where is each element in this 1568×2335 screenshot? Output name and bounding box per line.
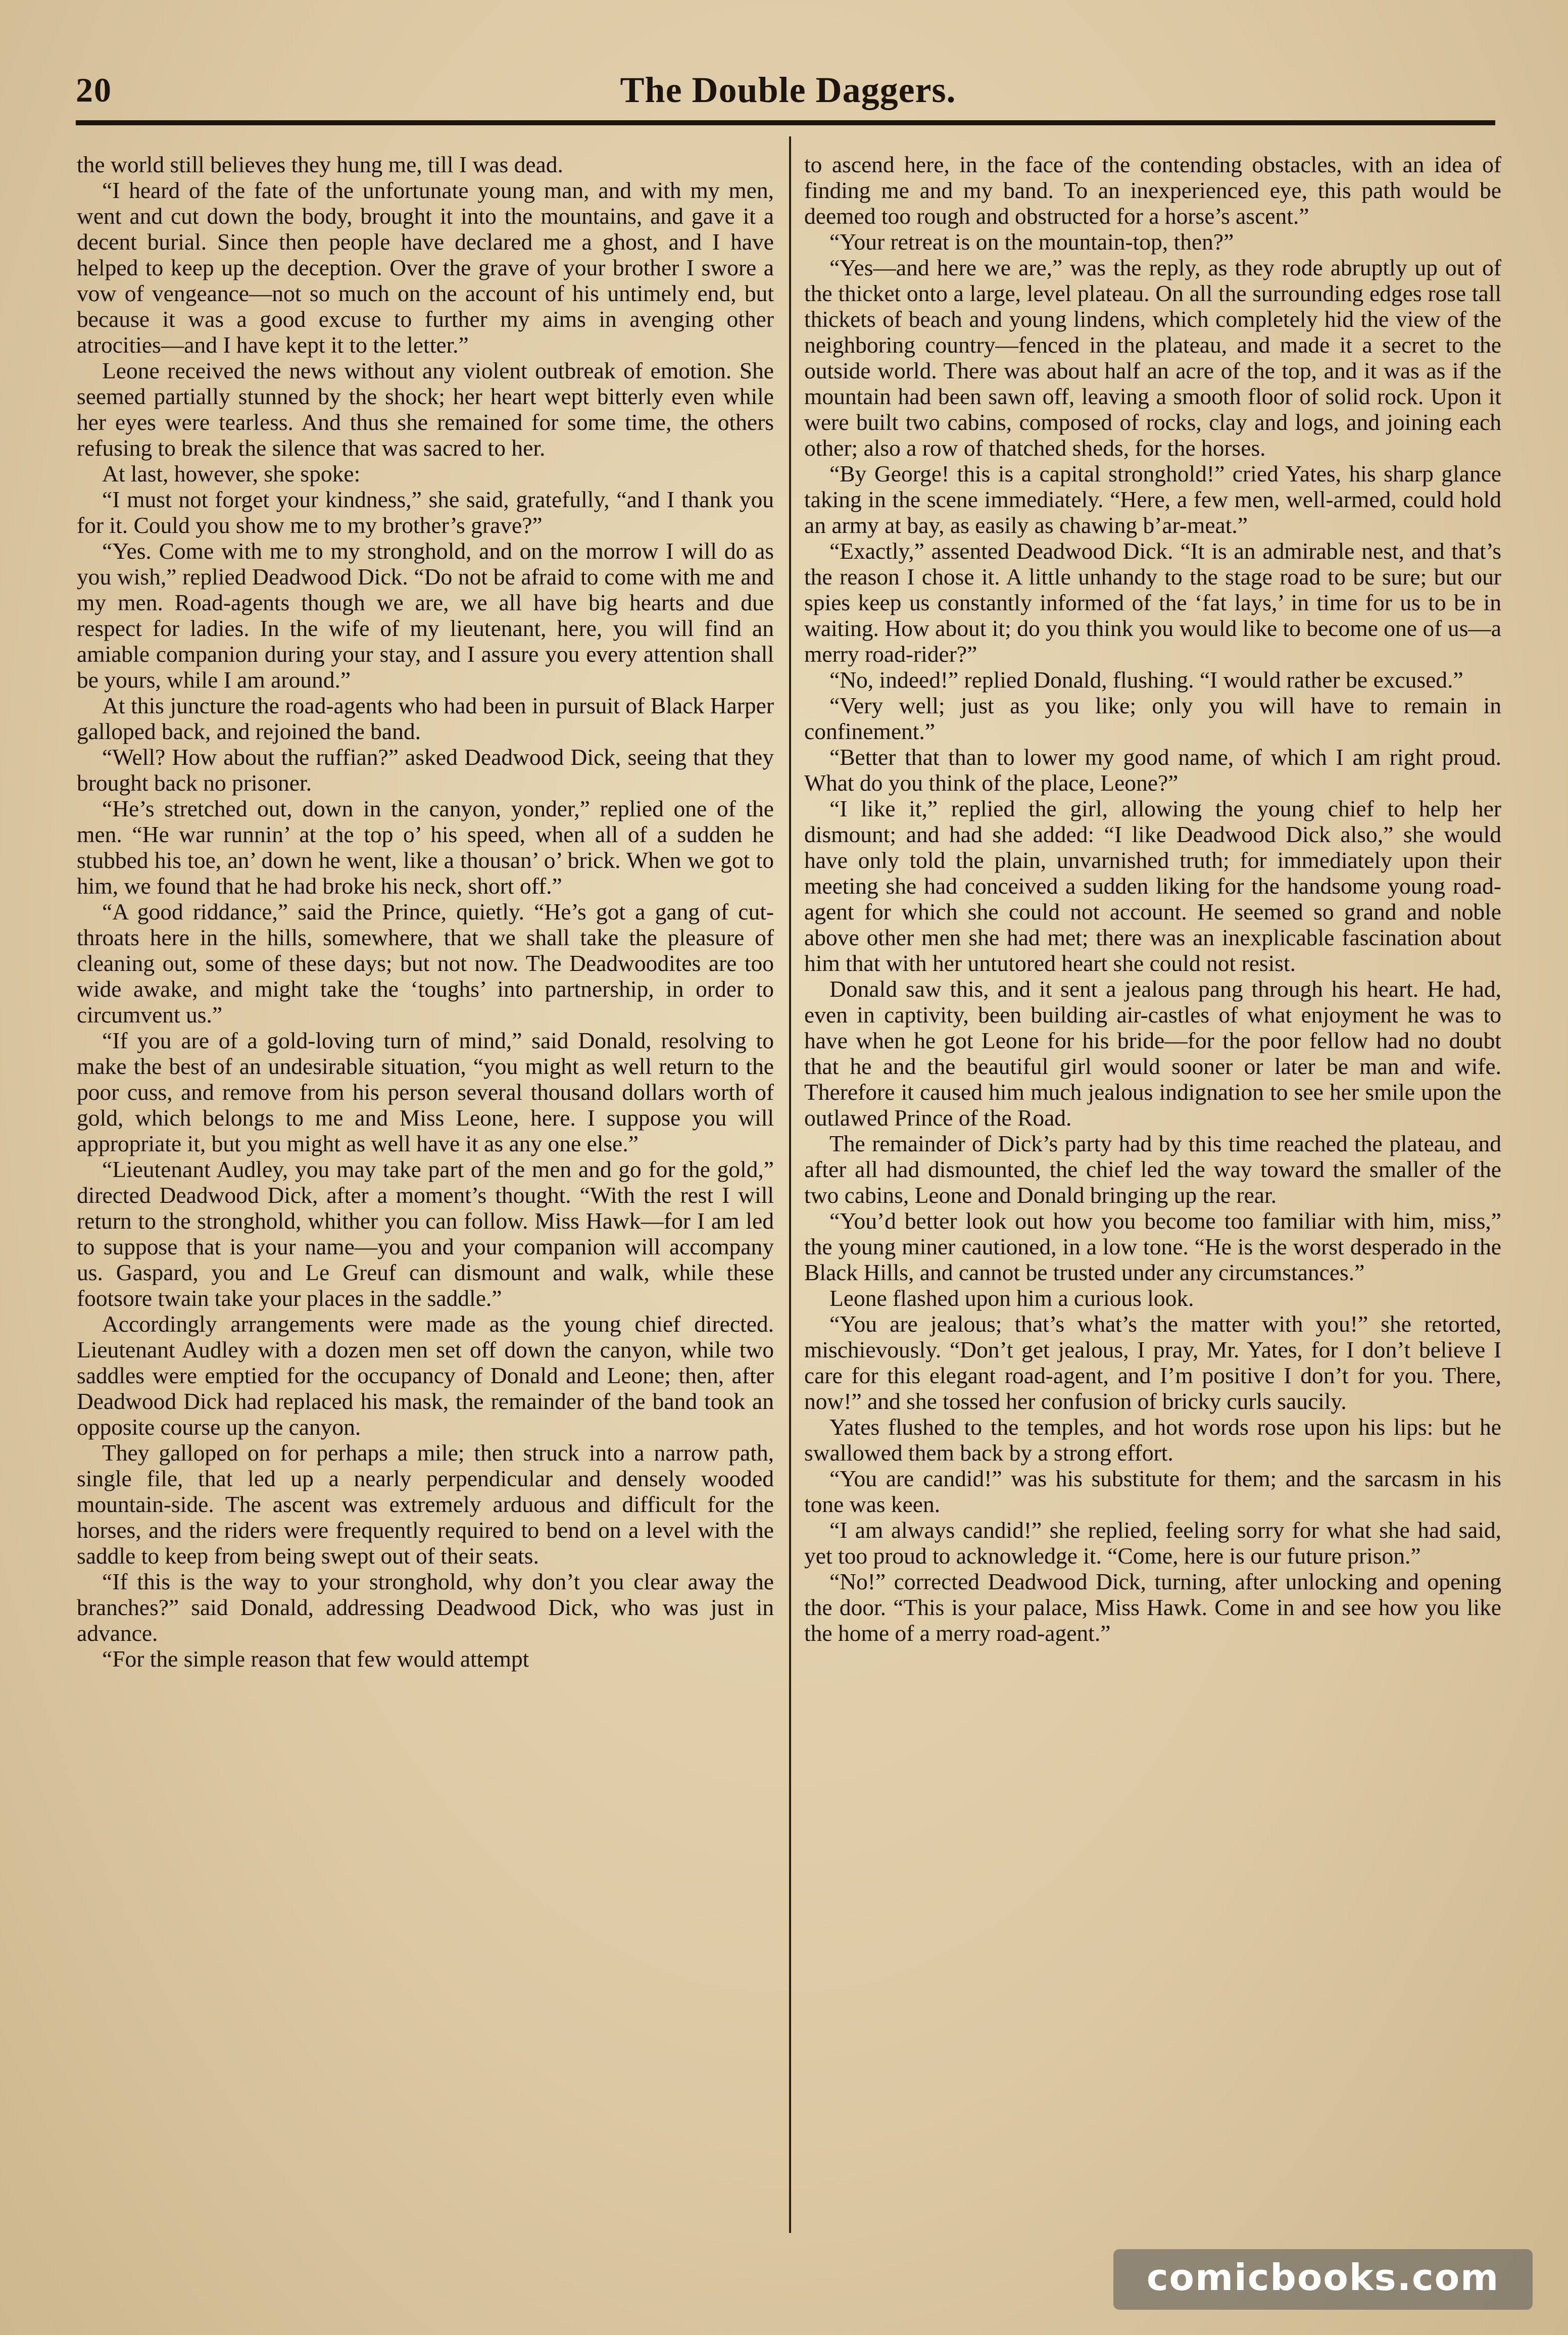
paragraph: the world still believes they hung me, till I was dead. — [77, 152, 563, 177]
paragraph: “Yes—and here we are,” was the reply, as they rode abruptly up out of the thicket onto a large, level plateau. On all the surrounding edges rose tall thickets of beach and young lindens, which completely hid the view of the neighboring country—fenced in the plateau, and made it a secret to the outside world. There was about half an acre of the top, and it was as if the mountain had been sawn off, leaving a smooth floor of solid rock. Upon it were built two cabins, composed of rocks, clay and logs, and joining each other; also a row of thatched sheds, for the horses. — [804, 255, 1501, 461]
page-number: 20 — [76, 71, 112, 109]
paragraph: “By George! this is a capital stronghold!” cried Yates, his sharp glance taking in the scene immediately. “Here, a few men, well-armed, could hold an army at bay, as easily as chawing b’ar-meat.” — [804, 461, 1501, 538]
paragraph: The remainder of Dick’s party had by this time reached the plateau, and after all had dismounted, the chief led the way toward the smaller of the two cabins, Leone and Donald bringing up the rear. — [804, 1131, 1501, 1208]
paragraph: “Very well; just as you like; only you will have to remain in confinement.” — [804, 693, 1501, 744]
paragraph: “Exactly,” assented Deadwood Dick. “It is an admirable nest, and that’s the reason I chose it. A little unhandy to the stage road to be sure; but our spies keep us constantly informed of the ‘fat lays,’ in time for us to be in waiting. How about it; do you think you would like to become one of us—a merry road-rider?” — [804, 538, 1501, 667]
paragraph: “If this is the way to your stronghold, why don’t you clear away the branches?” said Donald, addressing Deadwood Dick, who was just in advance. — [77, 1569, 774, 1646]
paragraph: Donald saw this, and it sent a jealous pang through his heart. He had, even in captivity, been building air-castles of what enjoyment he was to have when he got Leone for his bride—for the poor fellow had no doubt that he and the beautiful girl would sooner or later be man and wife. Therefore it caused him much jealous indignation to see her smile upon the outlawed Prince of the Road. — [804, 976, 1501, 1131]
page-header — [76, 63, 1500, 119]
paragraph: At this juncture the road-agents who had been in pursuit of Black Harper galloped back, and rejoined the band. — [77, 693, 774, 744]
column-divider — [789, 136, 791, 2233]
paragraph: “You are candid!” was his substitute for them; and the sarcasm in his tone was keen. — [804, 1466, 1501, 1517]
paragraph: “A good riddance,” said the Prince, quietly. “He’s got a gang of cut-throats here in the hills, somewhere, that we shall take the pleasure of cleaning out, some of these days; but not now. The Deadwoodites are too wide awake, and might take the ‘toughs’ into partnership, in order to circumvent us.” — [77, 899, 774, 1028]
paragraph: “He’s stretched out, down in the canyon, yonder,” replied one of the men. “He war runnin’ at the top o’ his speed, when all of a sudden he stubbed his toe, an’ down he went, like a thousan’ o’ brick. When we got to him, we found that he had broke his neck, short off.” — [77, 796, 774, 899]
paragraph: “I must not forget your kindness,” she said, gratefully, “and I thank you for it. Could you show me to my brother’s grave?” — [77, 487, 774, 538]
paragraph: “I heard of the fate of the unfortunate young man, and with my men, went and cut down the body, brought it into the mountains, and gave it a decent burial. Since then people have declared me a ghost, and I have helped to keep up the deception. Over the grave of your brother I swore a vow of vengeance—not so much on the account of his untimely end, but because it was a good excuse to further my aims in avenging other atrocities—and I have kept it to the letter.” — [77, 177, 774, 358]
paragraph: “Your retreat is on the mountain-top, then?” — [829, 229, 1234, 255]
watermark-badge — [1113, 2249, 1533, 2310]
paragraph: Yates flushed to the temples, and hot words rose upon his lips: but he swallowed them back by a strong effort. — [804, 1414, 1501, 1466]
paragraph: “No!” corrected Deadwood Dick, turning, after unlocking and opening the door. “This is your palace, Miss Hawk. Come in and see how you like the home of a merry road-agent.” — [804, 1569, 1501, 1646]
paragraph: to ascend here, in the face of the contending obstacles, with an idea of finding me and my band. To an inexperienced eye, this path would be deemed too rough and obstructed for a horse’s ascent.” — [804, 152, 1501, 229]
paragraph: “I like it,” replied the girl, allowing the young chief to help her dismount; and had she added: “I like Deadwood Dick also,” she would have only told the plain, unvarnished truth; for immediately upon their meeting she had conceived a sudden liking for the handsome young road-agent for which she could not account. He seemed so grand and noble above other men she had met; there was an inexplicable fascination about him that with her untutored heart she could not resist. — [804, 796, 1501, 976]
paragraph: “No, indeed!” replied Donald, flushing. “I would rather be excused.” — [829, 667, 1463, 693]
paragraph: They galloped on for perhaps a mile; then struck into a narrow path, single file, that led up a nearly perpendicular and densely wooded mountain-side. The ascent was extremely arduous and difficult for the horses, and the riders were frequently required to bend on a level with the saddle to keep from being swept out of their seats. — [77, 1440, 774, 1569]
paragraph: “I am always candid!” she replied, feeling sorry for what she had said, yet too proud to acknowledge it. “Come, here is our future prison.” — [804, 1517, 1501, 1569]
paragraph: “You are jealous; that’s what’s the matter with you!” she retorted, mischievously. “Don’t get jealous, I pray, Mr. Yates, for I don’t believe I care for this elegant road-agent, and I’m positive I don’t for you. There, now!” and she tossed her confusion of bricky curls saucily. — [804, 1311, 1501, 1414]
paragraph: Leone received the news without any violent outbreak of emotion. She seemed partially stunned by the shock; her heart wept bitterly even while her eyes were tearless. And thus she remained for some time, the others refusing to break the silence that was sacred to her. — [77, 358, 774, 461]
text-column-left — [77, 152, 774, 2238]
paragraph: At last, however, she spoke: — [102, 461, 361, 487]
paragraph: “Well? How about the ruffian?” asked Deadwood Dick, seeing that they brought back no prisoner. — [77, 744, 774, 796]
watermark-text: comicbooks.com — [1146, 2256, 1500, 2299]
text-column-right — [804, 152, 1501, 2238]
paragraph: “Better that than to lower my good name, of which I am right proud. What do you think of the place, Leone?” — [804, 744, 1501, 796]
paragraph: “Yes. Come with me to my stronghold, and on the morrow I will do as you wish,” replied Deadwood Dick. “Do not be afraid to come with me and my men. Road-agents though we are, we all have big hearts and due respect for ladies. In the wife of my lieutenant, here, you will find an amiable companion during your stay, and I assure you every attention shall be yours, while I am around.” — [77, 538, 774, 693]
paragraph: Leone flashed upon him a curious look. — [829, 1285, 1194, 1311]
paragraph: Accordingly arrangements were made as the young chief directed. Lieutenant Audley with a dozen men set off down the canyon, while two saddles were emptied for the occupancy of Donald and Leone; then, after Deadwood Dick had replaced his mask, the remainder of the band took an opposite course up the canyon. — [77, 1311, 774, 1440]
paragraph: “You’d better look out how you become too familiar with him, miss,” the young miner cautioned, in a low tone. “He is the worst desperado in the Black Hills, and cannot be trusted under any circumstances.” — [804, 1208, 1501, 1285]
paragraph: “For the simple reason that few would attempt — [102, 1646, 529, 1672]
running-title: The Double Daggers. — [620, 70, 956, 110]
paragraph: “If you are of a gold-loving turn of mind,” said Donald, resolving to make the best of an undesirable situation, “you might as well return to the poor cuss, and remove from his person several thousand dollars worth of gold, which belongs to me and Miss Leone, here. I suppose you will appropriate it, but you might as well have it as any one else.” — [77, 1028, 774, 1156]
paragraph: “Lieutenant Audley, you may take part of the men and go for the gold,” directed Deadwood Dick, after a moment’s thought. “With the rest I will return to the stronghold, whither you can follow. Miss Hawk—for I am led to suppose that is your name—you and your companion will accompany us. Gaspard, you and Le Greuf can dismount and walk, while these footsore twain take your places in the saddle.” — [77, 1156, 774, 1311]
header-rule — [76, 120, 1495, 125]
